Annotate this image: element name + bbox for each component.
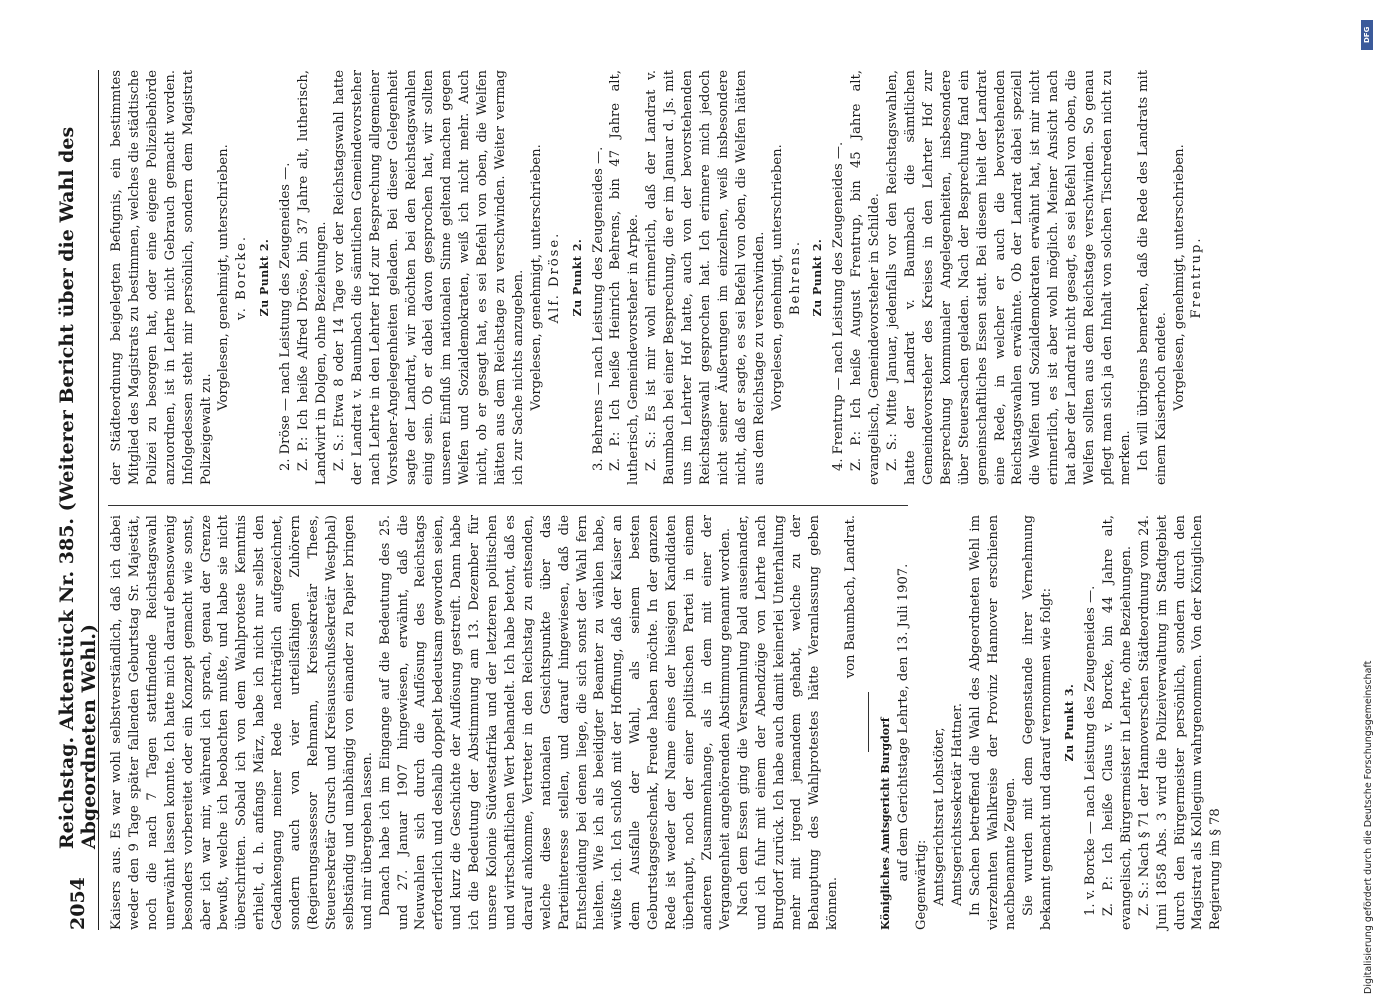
right-column: [108, 70, 1205, 485]
present-heading: Gegenwärtig:: [913, 839, 929, 930]
signature: Behrens.: [787, 239, 803, 316]
digitization-note: [1355, 10, 1383, 1000]
paragraph: 3. Behrens — nach Leistung des Zeugeneides —.: [590, 146, 606, 471]
paragraph: der Städteordnung beigelegten Befugnis, ein bestimmtes Mitglied des Magistrats zu bestimmen, welches die städtische Polizei zu besorgen hat, oder eine eigene Polizeibehörde anzuordnen, ist in Lehrte nicht Gebrauch gemacht worden. Infolgedessen steht mir persönlich, sondern dem Magistrat Polizeigewalt zu.: [109, 70, 214, 485]
present-person: Amtsgerichtssekretär Hattner.: [949, 703, 965, 906]
column-divider: [108, 505, 908, 506]
paragraph: 1. v. Borcke — nach Leistung des Zeugeneides —.: [1083, 585, 1099, 916]
signature: von Baumbach, Landrat.: [843, 515, 859, 679]
page-number: 2054: [67, 877, 89, 930]
paragraph: Ich will übrigens bemerken, daß die Rede des Landrats mit einem Kaiserhoch endete.: [1135, 70, 1169, 485]
paragraph: Danach habe ich im Eingange auf die Bedeutung des 25. und 27. Januar 1907 hingewiesen, erwähnt, daß die Neuwahlen sich durch die Auflösung des Reichstags erforderlich und deshalb doppelt bedeutsam geworden seien, und kurz die Geschichte der Auflösung gestreift. Dann habe ich die Bedeutung der Abstimmung am 13. Dezember für unsere Kolonie Südwestafrika und der letzteren politischen und wirtschaftlichen Wert behandelt. Ich habe betont, daß es darauf ankomme, Vertreter in den Reichstag zu entsenden, welche diese nationalen Gesichtspunkte über das Parteiinteresse stellen, und darauf hingewiesen, daß die Entscheidung bei denen liege, die sich sonst der Wahl fern hielten. Wie ich als beeidigter Beamter zu wählen habe, wüßte ich. Ich schloß mit der Hoffnung, daß der Kaiser an dem Ausfalle der Wahl, als seinem besten Geburtstagsgeschenk, Freude haben möchte. In der ganzen Rede ist weder der Name eines der hiesigen Kandidaten überhaupt, noch der einer politischen Partei in einem anderen Zusammenhange, als in dem mit einer der Vergangenheit angehörenden Abstimmung genannt worden.: [377, 515, 733, 930]
page-header: [58, 70, 99, 930]
paragraph: Z. S.: Etwa 8 oder 14 Tage vor der Reichstagswahl hatte der Landrat v. Baumbach die sämtlichen Gemeindevorsteher nach Lehrte in den Lehrter Hof zur Besprechung allgemeiner Vorsteher-Angelegenheiten geladen. Bei dieser Gelegenheit sagte der Landrat, wir möchten bei den Reichstagswahlen einig sein. Ob er dabei davon gesprochen hat, wir sollten unseren Einfluß im nationalen Sinne geltend machen gegen Welfen und Sozialdemokraten, weiß ich nicht mehr. Auch nicht, ob er gesagt hat, es sei Befehl von oben, die Welfen hätten aus dem Reichstage zu verschwinden. Weiter vermag ich zur Sache nichts anzugeben.: [331, 70, 526, 485]
separator: [868, 693, 869, 753]
signature: Frentrup.: [1189, 236, 1205, 319]
court-name: Königliches Amtsgericht Burgdorf: [879, 717, 893, 930]
section-heading: Zu Punkt 2.: [258, 238, 272, 317]
closing-formula: Vorgelesen, genehmigt, unterschrieben.: [1171, 144, 1187, 411]
paragraph: Z. P.: Ich heiße Claus v. Borcke, bin 44 Jahre alt, evangelisch, Bürgermeister in Lehrte, ohne Beziehungen.: [1100, 515, 1134, 930]
dfg-logo: DFG: [1361, 20, 1373, 50]
paragraph: Kaisers aus. Es war wohl selbstverständlich, daß ich dabei weder den 9 Tage später fallenden Geburtstag Sr. Majestät, noch die nach 7 Tagen stattfindende Reichstagswahl unerwähnt lassen konnte. Ich hatte mich darauf ebensowenig besonders vorbereitet oder ein Konzept gemacht wie sonst, aber ich war mir, während ich sprach, genau der Grenze bewußt, welche ich beobachten mußte, und habe sie nicht überschritten. Sobald ich von dem Wahlproteste Kenntnis erhielt, d. h. anfangs März, habe ich nicht nur selbst den Gedankengang meiner Rede nachträglich aufgezeichnet, sondern auch von vier urteilsfähigen Zuhörern (Regierungsassessor Rehmann, Kreissekretär Thees, Steuersekretär Gursch und Kreisausschußsekretär Westphal) selbständig und unabhängig von einander zu Papier bringen und mir übergeben lassen.: [109, 515, 375, 930]
present-person: Amtsgerichtsrat Lohstöter,: [931, 727, 947, 906]
paragraph: In Sachen betreffend die Wahl des Abgeordneten Wehl im vierzehnten Wahlkreise der Provinz Hannover erschienen nachbenannte Zeugen.: [967, 515, 1019, 930]
paragraph: Z. P.: Ich heiße Heinrich Behrens, bin 47 Jahre alt, lutherisch, Gemeindevorsteher in Arpke.: [608, 70, 642, 485]
paragraph: Nach dem Essen ging die Versammlung bald auseinander, und ich fuhr mit einem der Abendzüge von Lehrte nach Burgdorf zurück. Ich habe auch damit keinerlei Unterhaltung mehr mit irgend jemandem gehabt, welche zu der Behauptung des Wahlprotestes hätte Veranlassung geben können.: [735, 515, 841, 930]
protocol-place-date: auf dem Gerichtstage Lehrte, den 13. Juli 1907.: [895, 563, 911, 882]
paragraph: Sie wurden mit dem Gegenstande ihrer Vernehmung bekannt gemacht und darauf vernommen wie folgt:: [1021, 515, 1055, 930]
closing-formula: Vorgelesen, genehmigt, unterschrieben.: [216, 144, 232, 411]
paragraph: Z. P.: Ich heiße Alfred Dröse, bin 37 Jahre alt, lutherisch, Landwirt in Dolgen, ohne Beziehungen.: [296, 70, 329, 485]
paragraph: 2. Dröse — nach Leistung des Zeugeneides —.: [278, 162, 294, 471]
digitization-credit: Digitalisierung gefördert durch die Deutsche Forschungsgemeinschaft: [1363, 660, 1374, 994]
section-heading: Zu Punkt 2.: [811, 238, 825, 317]
signature: Alf. Dröse.: [546, 231, 562, 324]
paragraph: Z. P.: Ich heiße August Frentrup, bin 45 Jahre alt, evangelisch, Gemeindevorsteher in Schilde.: [849, 70, 883, 485]
paragraph: Z. S.: Es ist mir wohl erinnerlich, daß der Landrat v. Baumbach bei einer Besprechung, die er im Januar d. Js. mit uns im Lehrter Hof hatte, auch von der bevorstehenden Reichstagswahl gesprochen hat. Ich erinnere mich jedoch nicht seiner Äußerungen im einzelnen, weiß insbesondere nicht, daß er sagte, es sei Befehl von oben, die Welfen hätten aus dem Reichstage zu verschwinden.: [644, 70, 767, 485]
section-heading: Zu Punkt 3.: [1063, 683, 1077, 762]
closing-formula: Vorgelesen, genehmigt, unterschrieben.: [769, 144, 785, 411]
section-heading: Zu Punkt 2.: [570, 238, 584, 317]
paragraph: Z. S.: Nach § 71 der Hannoverschen Städteordnung vom 24. Juni 1858 Abs. 3 wird die Polizeiverwaltung im Stadtgebiet durch den Bürgermeister persönlich, sondern durch den Magistrat als Kollegium wahrgenommen. Von der Königlichen Regierung im § 78: [1136, 515, 1224, 930]
signature: v. Borcke.: [234, 234, 250, 321]
paragraph: Z. S.: Mitte Januar, jedenfalls vor den Reichstagswahlen, hatte der Landrat v. Baumbach die sämtlichen Gemeindevorsteher des Kreises in den Lehrter Hof zur Besprechung kommunaler Angelegenheiten, insbesondere über Steuersachen geladen. Nach der Besprechung fand ein gemeinschaftliches Essen statt. Bei diesem hielt der Landrat eine Rede, in welcher er auch die bevorstehenden Reichstagswahlen erwähnte. Ob der Landrat dabei speziell die Welfen und Sozialdemokraten erwähnt hat, ist mir nicht erinnerlich, es ist aber wohl möglich. Meiner Ansicht nach hat aber der Landrat nicht gesagt, es sei Befehl von oben, die Welfen sollten aus dem Reichstage verschwinden. So genau pflegt man sich ja den Inhalt von solchen Tischreden nicht zu merken.: [885, 70, 1133, 485]
page-title: Reichstag. Aktenstück Nr. 385. (Weiterer Bericht über die Wahl des Abgeordneten Wehl.): [56, 126, 100, 850]
left-column: [108, 515, 1224, 930]
paragraph: 4. Frentrup — nach Leistung des Zeugeneides —.: [831, 141, 847, 471]
closing-formula: Vorgelesen, genehmigt, unterschrieben.: [528, 144, 544, 411]
